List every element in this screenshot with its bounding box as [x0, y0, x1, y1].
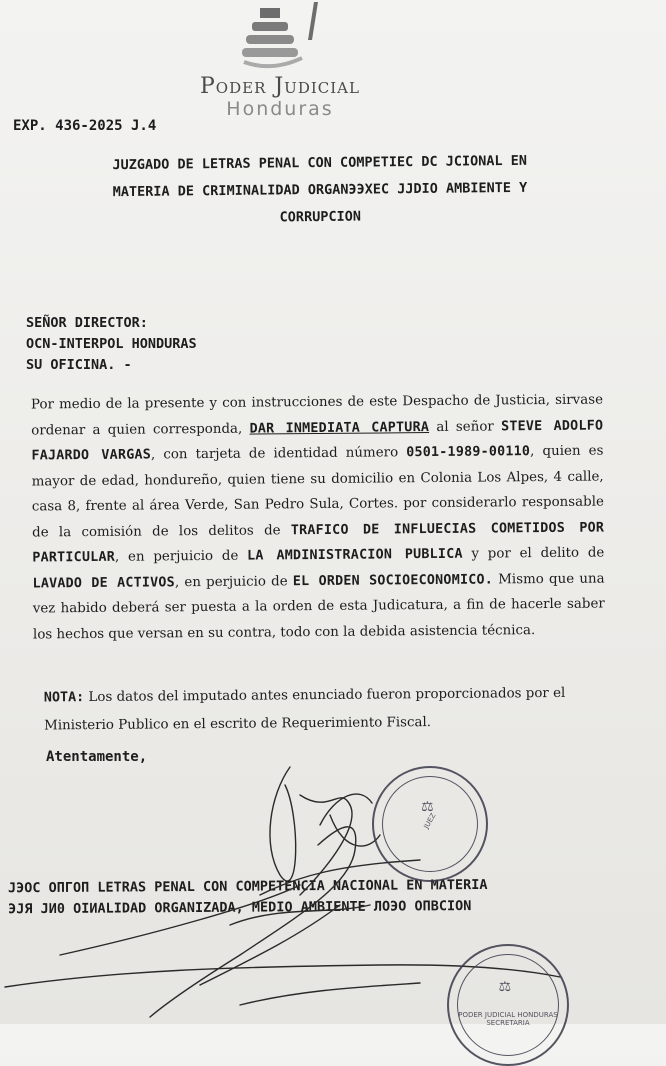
note-text: Los datos del imputado antes enunciado fueron proporcionados por el Ministerio Publico en el escrito de Requerimiento Fiscal. — [44, 685, 566, 734]
closing-salutation: Atentamente, — [46, 749, 148, 765]
court-seal-judge — [372, 766, 488, 882]
crime-money-laundering: LAVADO DE ACTIVOS — [32, 574, 175, 591]
court-heading-line: JUZGADO DE LETRAS PENAL CON COMPETIEC DC JCIONAL EN — [112, 152, 528, 174]
addressee-block — [26, 313, 197, 376]
body-text: , con tarjeta de identidad número — [150, 445, 399, 463]
expediente-number: EXP. 436-2025 J.4 — [13, 118, 157, 134]
logo-title: Poder Judicial — [200, 74, 360, 99]
id-number: 0501-1989-00110 — [406, 444, 531, 461]
body-text: y por el delito de — [471, 545, 605, 562]
footer-line: ЈЭОС ОПГОП LETRAS PENAL CON COMPETENCIA NACIONAL EN MATERIA — [7, 876, 488, 897]
court-heading — [20, 147, 621, 234]
body-text: al señor — [436, 418, 494, 435]
addressee-title: SEÑOR DIRECTOR: — [26, 315, 148, 331]
addressee-organization: OCN-INTERPOL HONDURAS — [26, 336, 197, 352]
footer-line: ЭЈЯ ЈИ0 ОІИALIDAD ORGANIZADA, MEDIO AMBIENTE ЛОЭО ОПВСІОN — [8, 898, 472, 918]
capture-order: DAR INMEDIATA CAPTURA — [249, 419, 430, 437]
logo-emblem-icon — [232, 0, 332, 72]
victim-socioeconomic-order: EL ORDEN SOCIOECONOMICO. — [292, 571, 494, 589]
seal-text: PODER JUDICIAL HONDURAS SECRETARIA — [458, 1010, 558, 1027]
victim-public-administration: LA AMDINISTRACION PUBLICA — [247, 546, 463, 564]
body-text: Por medio de la presente y con instrucciones de este Despacho de Justicia, sirvase ordenar a quien corresponda, — [30, 392, 604, 438]
body-text: , quien es mayor de edad, hondureño, quien tiene su domicilio en Colonia Los Alpes, 4 calle, casa 8, frente al área Verde, San Pedro Sula, Cortes. por considerarlo responsable de la comisión de los delitos de — [31, 443, 604, 540]
court-heading-line: CORRUPCION — [279, 208, 361, 226]
poder-judicial-logo — [0, 0, 666, 125]
accused-name: STEVE ADOLFO FAJARDO VARGAS — [31, 418, 604, 464]
body-text: , en perjuicio de — [114, 548, 239, 565]
seal-text: JUEZ — [422, 812, 438, 831]
addressee-office: SU OFICINA. - — [26, 357, 132, 373]
crime-influence-trafficking: TRAFICO DE INFLUECIAS COMETIDOS POR PARTICULAR — [32, 520, 605, 566]
body-text: , en perjuicio de — [174, 573, 288, 590]
note-block — [44, 680, 604, 741]
justice-scales-icon: ⚖ — [498, 979, 512, 996]
logo-subtitle: Honduras — [226, 98, 334, 120]
note-label: NOTA: — [43, 690, 85, 706]
body-text: Mismo que una vez habido deberá ser puesta a la orden de esta Judicatura, a fin de hacerle saber los hechos que versan en su contra, todo con la debida asistencia técnica. — [32, 571, 605, 642]
order-body — [31, 388, 605, 648]
handwritten-signature — [0, 755, 666, 1024]
court-seal-secretary — [447, 944, 569, 1066]
court-heading-line: MATERIA DE CRIMINALIDAD ORGANЭЭXEC JJDIO AMBIENTE Y — [112, 179, 528, 201]
justice-scales-icon: ⚖ — [421, 799, 434, 816]
